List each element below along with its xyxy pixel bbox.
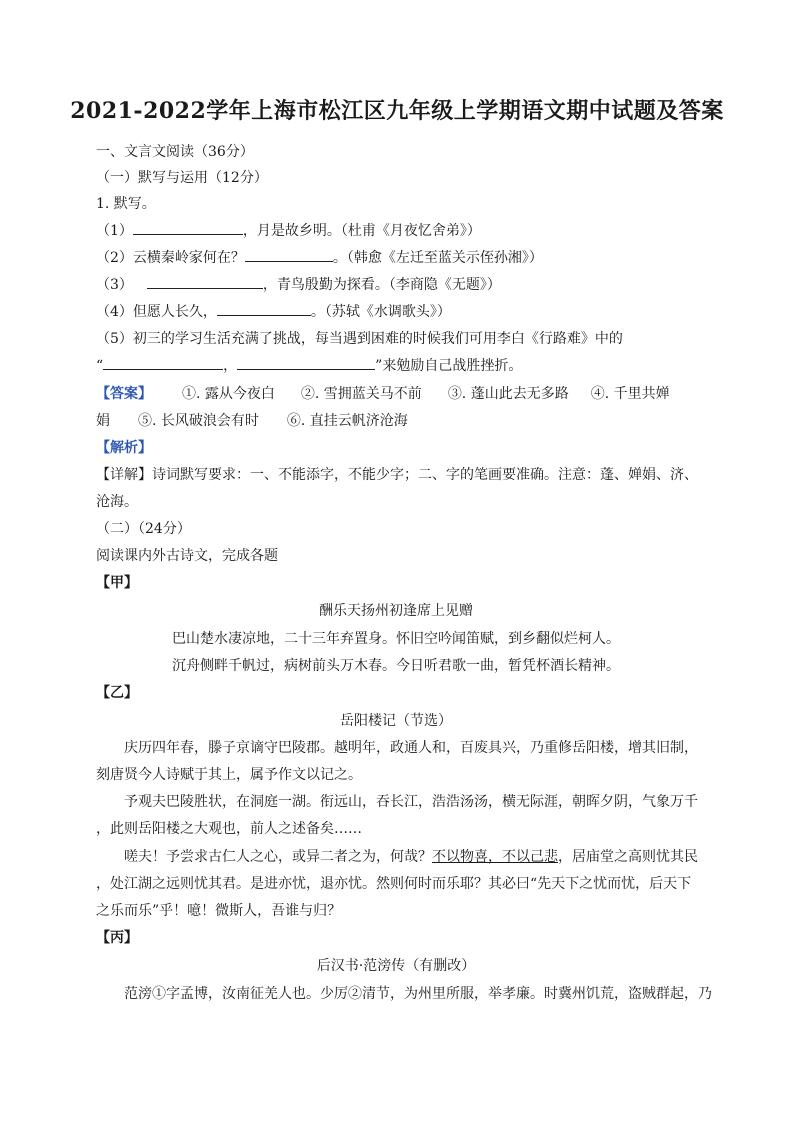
underlined-sentence: 不以物喜，不以己悲 xyxy=(432,849,558,865)
answer-row-2 xyxy=(96,410,696,430)
answer-item: ⑤. 长风破浪会有时 xyxy=(138,413,259,429)
essay-line: 予观夫巴陵胜状，在洞庭一湖。衔远山，吞长江，浩浩汤汤，横无际涯，朝晖夕阴，气象万千 xyxy=(124,794,698,810)
essay-line: 庆历四年春，滕子京谪守巴陵郡。越明年，政通人和，百废具兴，乃重修岳阳楼，增其旧制， xyxy=(124,740,698,756)
q1-4-prefix: （4）但愿人长久， xyxy=(96,304,217,320)
analysis-label: 【解析】 xyxy=(96,440,152,456)
q1-3-prefix: （3） xyxy=(96,277,133,293)
question-1: 1. 默写。 xyxy=(96,196,156,212)
subsection-heading: （二）（24分） xyxy=(96,521,191,537)
poem-title: 酬乐天扬州初逢席上见赠 xyxy=(319,603,473,619)
open-quote: “ xyxy=(96,358,104,374)
question-1-3 xyxy=(96,274,696,294)
q1-2-suffix: 。（韩愈《左迁至蓝关示侄孙湘》） xyxy=(332,250,543,266)
part-yi-label: 【乙】 xyxy=(96,685,138,701)
section-heading: 一、文言文阅读（36分） xyxy=(96,144,254,160)
q1-5-suffix: ”来勉励自己战胜挫折。 xyxy=(375,358,523,374)
essay-text: 嗟夫！予尝求古仁人之心，或异二者之为，何哉？ xyxy=(124,849,432,865)
reading-intro: 阅读课内外古诗文，完成各题 xyxy=(96,548,278,564)
q1-1-suffix: ，月是故乡明。（杜甫《月夜忆舍弟》） xyxy=(242,223,481,239)
answer-item: ①. 露从今夜白 xyxy=(182,386,275,402)
q1-4-suffix: 。（苏轼《水调歌头》） xyxy=(310,304,451,320)
answer-item-cont: 娟 xyxy=(96,413,110,429)
detail-line-2: 沧海。 xyxy=(96,494,138,510)
answer-item: ②. 雪拥蓝关马不前 xyxy=(300,386,422,402)
essay-title: 岳阳楼记（节选） xyxy=(340,713,452,729)
essay-line: ，此则岳阳楼之大观也，前人之述备矣…… xyxy=(96,821,362,837)
detail-label: 【详解】 xyxy=(96,467,152,483)
answer-item: ④. 千里共婵 xyxy=(590,386,670,402)
q1-1-prefix: （1） xyxy=(96,223,133,239)
question-1-5-blanks xyxy=(96,355,696,375)
answer-item: ⑥. 直挂云帆济沧海 xyxy=(286,413,408,429)
answer-blank xyxy=(237,356,375,370)
answer-blank xyxy=(147,275,263,289)
q1-2-prefix: （2）云横秦岭家何在？ xyxy=(96,250,245,266)
answer-blank xyxy=(133,221,243,235)
answer-item: ③. 蓬山此去无多路 xyxy=(447,386,569,402)
question-1-5: （5）初三的学习生活充满了挑战，每当遇到困难的时候我们可用李白《行路难》中的 xyxy=(96,331,623,347)
comma: ， xyxy=(223,358,238,374)
poem-line-2: 沉舟侧畔千帆过，病树前头万木春。今日听君歌一曲，暂凭杯酒长精神。 xyxy=(172,658,620,674)
answer-blank xyxy=(103,356,223,370)
essay-text: ，居庙堂之高则忧其民 xyxy=(558,849,698,865)
page-title: 2021-2022学年上海市松江区九年级上学期语文期中试题及答案 xyxy=(70,98,724,124)
essay-line: 刻唐贤今人诗赋于其上，属予作文以记之。 xyxy=(96,767,362,783)
part-jia-label: 【甲】 xyxy=(96,575,138,591)
biography-title: 后汉书·范滂传（有删改） xyxy=(316,958,476,974)
part-bing-label: 【丙】 xyxy=(96,930,138,946)
detail-line-1 xyxy=(96,464,696,484)
answer-row xyxy=(96,383,696,403)
answer-blank xyxy=(245,248,333,262)
question-1-4 xyxy=(96,301,696,321)
detail-text: 诗词默写要求：一、不能添字，不能少字；二、字的笔画要准确。注意：蓬、婵娟、济、 xyxy=(152,467,698,483)
essay-line: ，处江湖之远则忧其君。是进亦忧，退亦忧。然则何时而乐耶？其必曰“先天下之忧而忧，后天下 xyxy=(96,876,692,892)
question-1-2 xyxy=(96,247,696,267)
answer-blank xyxy=(217,302,311,316)
subsection-heading: （一）默写与运用（12分） xyxy=(96,170,268,186)
poem-line-1: 巴山楚水凄凉地，二十三年弃置身。怀旧空吟闻笛赋，到乡翻似烂柯人。 xyxy=(172,631,620,647)
essay-line: 之乐而乐”乎！噫！微斯人，吾谁与归？ xyxy=(96,903,342,919)
essay-line xyxy=(124,846,696,866)
answer-label: 【答案】 xyxy=(96,386,152,402)
biography-line: 范滂①字孟博，汝南征羌人也。少厉②清节，为州里所服，举孝廉。时冀州饥荒，盗贼群起，乃 xyxy=(124,986,712,1002)
question-1-1 xyxy=(96,220,696,240)
q1-3-suffix: ，青鸟殷勤为探看。（李商隐《无题》） xyxy=(262,277,501,293)
